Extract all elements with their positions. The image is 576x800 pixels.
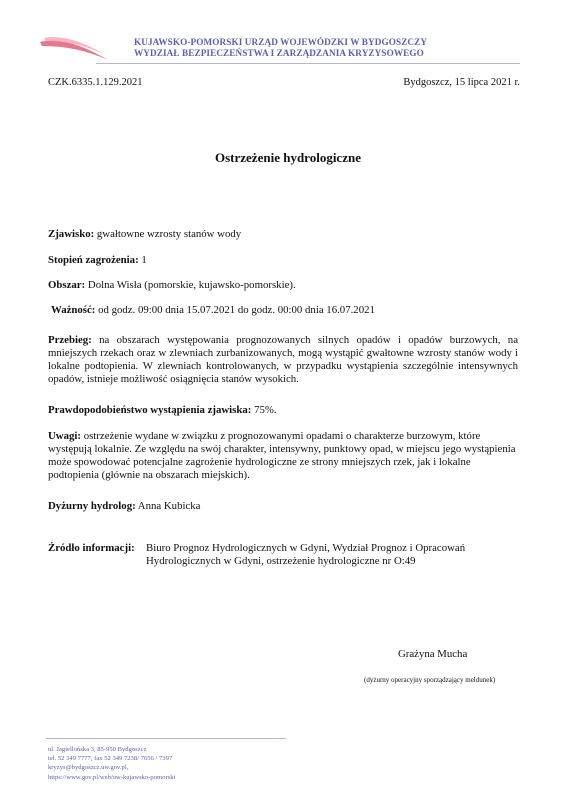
field-prawdopodobienstwo-label: Prawdopodobieństwo wystąpienia zjawiska:	[48, 404, 252, 416]
document-date: Bydgoszcz, 15 lipca 2021 r.	[403, 77, 520, 88]
footer-address: ul. Jagiellońska 3, 85-950 Bydgoszcz	[48, 746, 147, 753]
field-stopien	[48, 254, 518, 267]
footer-email: kryzys@bydgoszcz.uw.gov.pl,	[48, 764, 129, 772]
field-zrodlo-label: Źródło informacji:	[48, 542, 135, 554]
field-waznosc-value: od godz. 09:00 dnia 15.07.2021 do godz. 00:00 dnia 16.07.2021	[98, 304, 375, 316]
letterhead	[134, 37, 514, 59]
field-hydrolog-label: Dyżurny hydrolog:	[48, 500, 136, 512]
field-prawdopodobienstwo	[48, 404, 518, 417]
field-zjawisko-value: gwałtowne wzrosty stanów wody	[96, 228, 242, 240]
letterhead-divider	[96, 63, 520, 64]
field-przebieg-label: Przebieg:	[48, 334, 92, 346]
field-przebieg-value: na obszarach występowania prognozowanych silnych opadów i opadów burzowych, na mniejszych rzekach oraz w zlewniach zurbanizowanych, mogą wystąpić gwałtowne wzrosty stanów wody i lokalne podtopienia. W zlewniach kontrolowanych, w przypadku wystąpienia szczególnie intensywnych opadów, istnieje możliwość osiągnięcia stanów wysokich.	[48, 334, 518, 385]
document-title: Ostrzeżenie hydrologiczne	[215, 150, 361, 165]
field-uwagi-label: Uwagi:	[48, 430, 81, 442]
reference-number: CZK.6335.1.129.2021	[48, 77, 143, 88]
field-zrodlo-value: Biuro Prognoz Hydrologicznych w Gdyni, Wydział Prognoz i Opracowań Hydrologicznych w Gdyni, ostrzeżenie hydrologiczne nr O:49	[146, 542, 466, 567]
field-zjawisko-label: Zjawisko:	[48, 228, 95, 240]
field-hydrolog-value: Anna Kubicka	[137, 500, 201, 512]
letterhead-office-name: KUJAWSKO-POMORSKI URZĄD WOJEWÓDZKI W BYDGOSZCZY	[134, 37, 428, 47]
field-waznosc-label: Ważność:	[51, 304, 96, 316]
footer-contact	[48, 745, 175, 782]
footer-phone: tel. 52 349 7777, fax 52 349 7238/ 7656 / 7397	[48, 755, 173, 763]
field-prawdopodobienstwo-value: 75%.	[254, 404, 277, 416]
letterhead-department-name: WYDZIAŁ BEZPIECZEŃSTWA I ZARZĄDZANIA KRYZYSOWEGO	[134, 48, 424, 58]
signature-note: (dyżurny operacyjny sporządzający meldunek)	[364, 676, 496, 684]
field-hydrolog	[48, 500, 518, 513]
field-uwagi	[48, 430, 518, 482]
signature-name: Grażyna Mucha	[398, 648, 468, 660]
field-przebieg	[48, 334, 518, 386]
office-logo-swoosh	[38, 32, 110, 62]
footer-website: https://www.gov.pl/web/uw-kujawsko-pomorski	[48, 773, 176, 781]
field-obszar-value: Dolna Wisła (pomorskie, kujawsko-pomorskie).	[87, 279, 296, 291]
field-stopien-label: Stopień zagrożenia:	[48, 254, 139, 266]
field-zjawisko	[48, 228, 518, 241]
field-waznosc	[51, 304, 521, 317]
field-obszar	[48, 279, 518, 292]
field-obszar-label: Obszar:	[48, 279, 86, 291]
field-stopien-value: 1	[141, 254, 147, 266]
footer-divider	[46, 738, 286, 739]
field-uwagi-value: ostrzeżenie wydane w związku z prognozowanymi opadami o charakterze burzowym, które występują lokalnie. Ze względu na swój charakter, intensywny, punktowy opad, w miejscu jego wystąpienia może spowodować potencjalne zagrożenie hydrologiczne ze strony mniejszych rzek, jak i lokalne podtopienia (głównie na obszarach miejskich).	[48, 430, 516, 481]
